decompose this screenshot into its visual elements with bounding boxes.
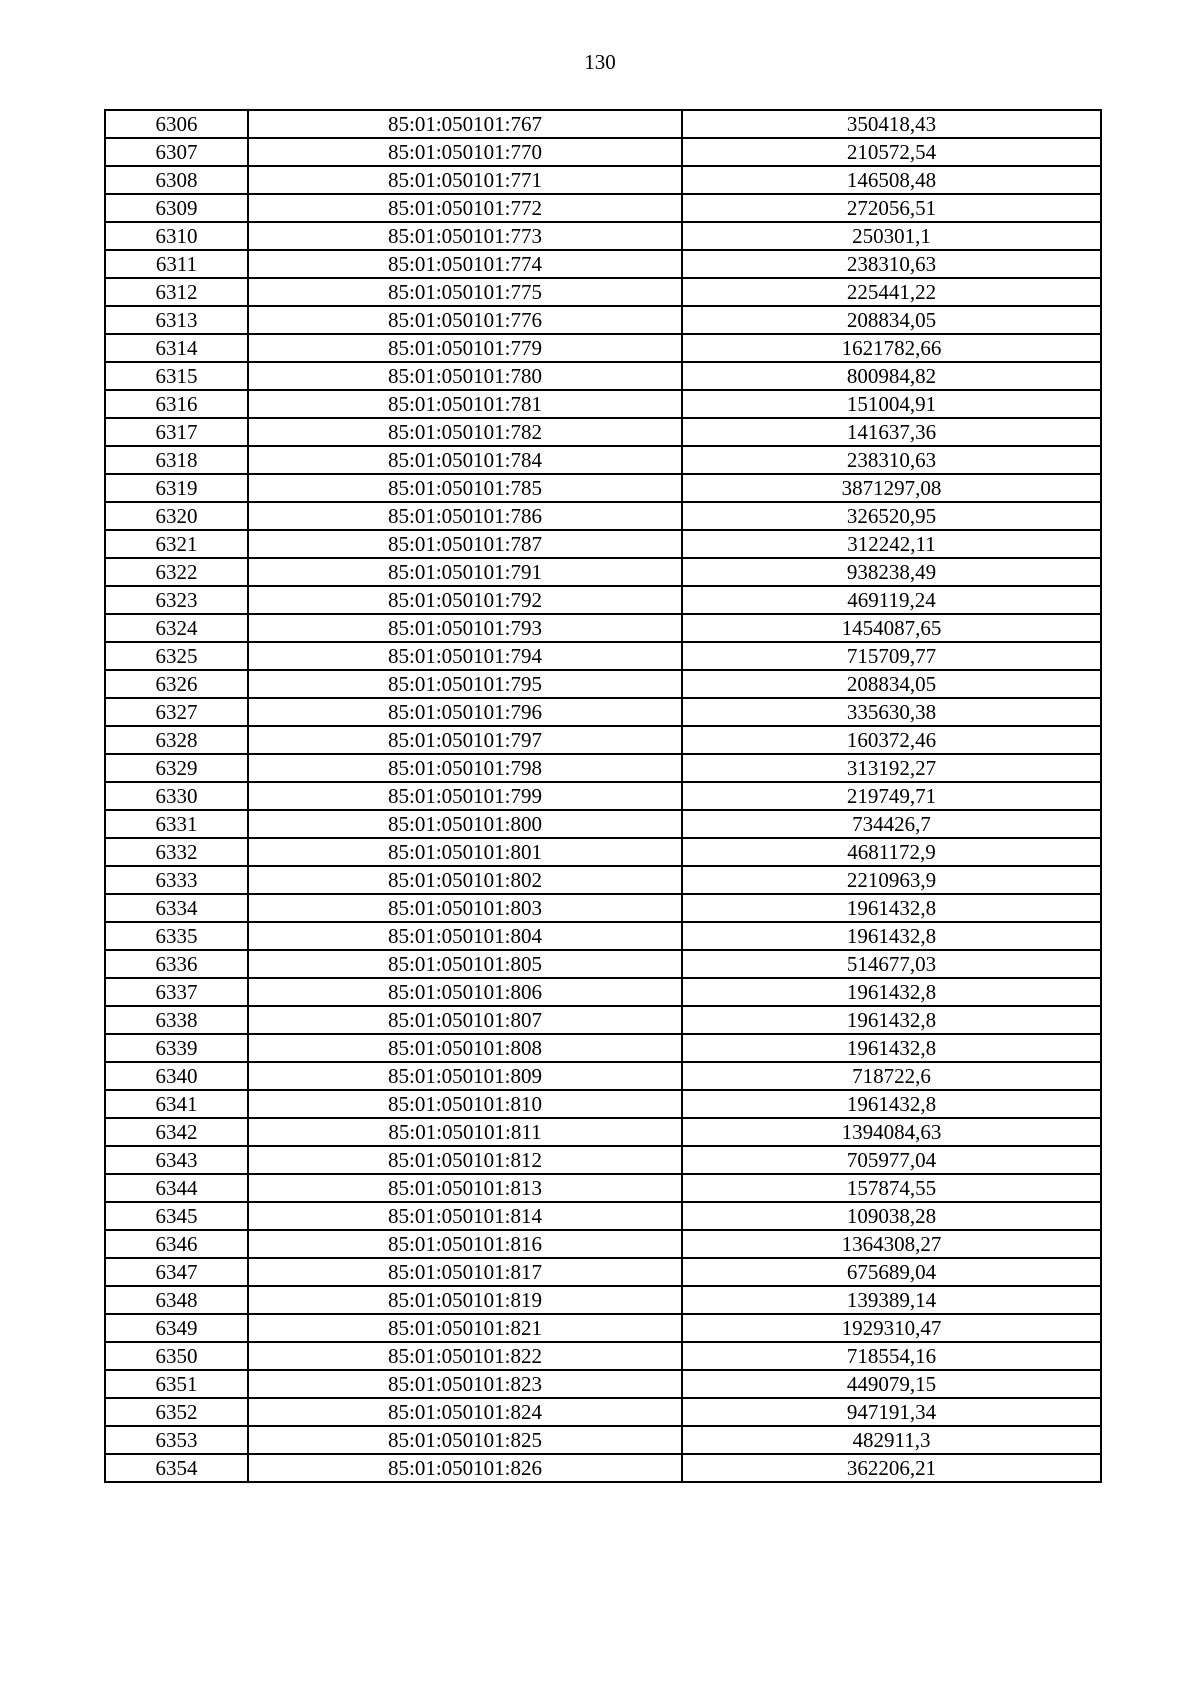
cadastral-number-cell: 85:01:050101:800 bbox=[248, 810, 682, 838]
table-row bbox=[105, 1342, 1101, 1370]
table-row bbox=[105, 1398, 1101, 1426]
row-number-cell: 6316 bbox=[105, 390, 248, 418]
table-row bbox=[105, 1258, 1101, 1286]
value-cell: 109038,28 bbox=[682, 1202, 1101, 1230]
row-number-cell: 6310 bbox=[105, 222, 248, 250]
table-row bbox=[105, 194, 1101, 222]
table-row bbox=[105, 1230, 1101, 1258]
row-number-cell: 6348 bbox=[105, 1286, 248, 1314]
table-row bbox=[105, 1090, 1101, 1118]
table-row bbox=[105, 1174, 1101, 1202]
row-number-cell: 6315 bbox=[105, 362, 248, 390]
table-row bbox=[105, 1426, 1101, 1454]
value-cell: 250301,1 bbox=[682, 222, 1101, 250]
cadastral-number-cell: 85:01:050101:812 bbox=[248, 1146, 682, 1174]
value-cell: 1394084,63 bbox=[682, 1118, 1101, 1146]
cadastral-table-container bbox=[104, 109, 1100, 1483]
table-row bbox=[105, 1314, 1101, 1342]
value-cell: 1961432,8 bbox=[682, 1034, 1101, 1062]
value-cell: 312242,11 bbox=[682, 530, 1101, 558]
row-number-cell: 6347 bbox=[105, 1258, 248, 1286]
value-cell: 362206,21 bbox=[682, 1454, 1101, 1482]
row-number-cell: 6343 bbox=[105, 1146, 248, 1174]
table-row bbox=[105, 1370, 1101, 1398]
value-cell: 469119,24 bbox=[682, 586, 1101, 614]
cadastral-number-cell: 85:01:050101:824 bbox=[248, 1398, 682, 1426]
row-number-cell: 6340 bbox=[105, 1062, 248, 1090]
table-row bbox=[105, 474, 1101, 502]
cadastral-number-cell: 85:01:050101:796 bbox=[248, 698, 682, 726]
row-number-cell: 6334 bbox=[105, 894, 248, 922]
row-number-cell: 6331 bbox=[105, 810, 248, 838]
row-number-cell: 6332 bbox=[105, 838, 248, 866]
value-cell: 1961432,8 bbox=[682, 922, 1101, 950]
value-cell: 208834,05 bbox=[682, 306, 1101, 334]
value-cell: 938238,49 bbox=[682, 558, 1101, 586]
table-row bbox=[105, 894, 1101, 922]
cadastral-number-cell: 85:01:050101:802 bbox=[248, 866, 682, 894]
table-row bbox=[105, 586, 1101, 614]
value-cell: 675689,04 bbox=[682, 1258, 1101, 1286]
cadastral-number-cell: 85:01:050101:771 bbox=[248, 166, 682, 194]
value-cell: 1961432,8 bbox=[682, 1090, 1101, 1118]
cadastral-number-cell: 85:01:050101:798 bbox=[248, 754, 682, 782]
value-cell: 514677,03 bbox=[682, 950, 1101, 978]
table-row bbox=[105, 978, 1101, 1006]
row-number-cell: 6313 bbox=[105, 306, 248, 334]
value-cell: 1961432,8 bbox=[682, 1006, 1101, 1034]
page-number: 130 bbox=[584, 50, 616, 74]
value-cell: 157874,55 bbox=[682, 1174, 1101, 1202]
value-cell: 449079,15 bbox=[682, 1370, 1101, 1398]
table-row bbox=[105, 1286, 1101, 1314]
value-cell: 272056,51 bbox=[682, 194, 1101, 222]
value-cell: 335630,38 bbox=[682, 698, 1101, 726]
row-number-cell: 6349 bbox=[105, 1314, 248, 1342]
row-number-cell: 6329 bbox=[105, 754, 248, 782]
table-row bbox=[105, 446, 1101, 474]
cadastral-number-cell: 85:01:050101:782 bbox=[248, 418, 682, 446]
cadastral-number-cell: 85:01:050101:809 bbox=[248, 1062, 682, 1090]
table-row bbox=[105, 1202, 1101, 1230]
cadastral-number-cell: 85:01:050101:799 bbox=[248, 782, 682, 810]
cadastral-number-cell: 85:01:050101:807 bbox=[248, 1006, 682, 1034]
cadastral-table bbox=[104, 109, 1102, 1483]
cadastral-number-cell: 85:01:050101:776 bbox=[248, 306, 682, 334]
table-row bbox=[105, 670, 1101, 698]
table-row bbox=[105, 642, 1101, 670]
cadastral-number-cell: 85:01:050101:811 bbox=[248, 1118, 682, 1146]
table-body bbox=[105, 110, 1101, 1482]
row-number-cell: 6311 bbox=[105, 250, 248, 278]
row-number-cell: 6324 bbox=[105, 614, 248, 642]
value-cell: 718554,16 bbox=[682, 1342, 1101, 1370]
row-number-cell: 6333 bbox=[105, 866, 248, 894]
table-row bbox=[105, 726, 1101, 754]
cadastral-number-cell: 85:01:050101:821 bbox=[248, 1314, 682, 1342]
value-cell: 1929310,47 bbox=[682, 1314, 1101, 1342]
value-cell: 350418,43 bbox=[682, 110, 1101, 138]
value-cell: 1961432,8 bbox=[682, 894, 1101, 922]
row-number-cell: 6314 bbox=[105, 334, 248, 362]
cadastral-number-cell: 85:01:050101:801 bbox=[248, 838, 682, 866]
value-cell: 482911,3 bbox=[682, 1426, 1101, 1454]
table-row bbox=[105, 810, 1101, 838]
row-number-cell: 6321 bbox=[105, 530, 248, 558]
table-row bbox=[105, 754, 1101, 782]
table-row bbox=[105, 614, 1101, 642]
value-cell: 2210963,9 bbox=[682, 866, 1101, 894]
cadastral-number-cell: 85:01:050101:781 bbox=[248, 390, 682, 418]
row-number-cell: 6346 bbox=[105, 1230, 248, 1258]
cadastral-number-cell: 85:01:050101:791 bbox=[248, 558, 682, 586]
value-cell: 139389,14 bbox=[682, 1286, 1101, 1314]
value-cell: 718722,6 bbox=[682, 1062, 1101, 1090]
table-row bbox=[105, 922, 1101, 950]
row-number-cell: 6320 bbox=[105, 502, 248, 530]
row-number-cell: 6323 bbox=[105, 586, 248, 614]
cadastral-number-cell: 85:01:050101:792 bbox=[248, 586, 682, 614]
row-number-cell: 6335 bbox=[105, 922, 248, 950]
row-number-cell: 6341 bbox=[105, 1090, 248, 1118]
cadastral-number-cell: 85:01:050101:779 bbox=[248, 334, 682, 362]
cadastral-number-cell: 85:01:050101:793 bbox=[248, 614, 682, 642]
row-number-cell: 6328 bbox=[105, 726, 248, 754]
row-number-cell: 6306 bbox=[105, 110, 248, 138]
value-cell: 715709,77 bbox=[682, 642, 1101, 670]
cadastral-number-cell: 85:01:050101:825 bbox=[248, 1426, 682, 1454]
row-number-cell: 6322 bbox=[105, 558, 248, 586]
row-number-cell: 6309 bbox=[105, 194, 248, 222]
table-row bbox=[105, 950, 1101, 978]
table-row bbox=[105, 1146, 1101, 1174]
cadastral-number-cell: 85:01:050101:822 bbox=[248, 1342, 682, 1370]
value-cell: 705977,04 bbox=[682, 1146, 1101, 1174]
table-row bbox=[105, 334, 1101, 362]
value-cell: 225441,22 bbox=[682, 278, 1101, 306]
cadastral-number-cell: 85:01:050101:773 bbox=[248, 222, 682, 250]
cadastral-number-cell: 85:01:050101:803 bbox=[248, 894, 682, 922]
row-number-cell: 6345 bbox=[105, 1202, 248, 1230]
cadastral-number-cell: 85:01:050101:772 bbox=[248, 194, 682, 222]
cadastral-number-cell: 85:01:050101:767 bbox=[248, 110, 682, 138]
value-cell: 160372,46 bbox=[682, 726, 1101, 754]
cadastral-number-cell: 85:01:050101:814 bbox=[248, 1202, 682, 1230]
table-row bbox=[105, 698, 1101, 726]
table-row bbox=[105, 250, 1101, 278]
cadastral-number-cell: 85:01:050101:817 bbox=[248, 1258, 682, 1286]
row-number-cell: 6325 bbox=[105, 642, 248, 670]
row-number-cell: 6336 bbox=[105, 950, 248, 978]
table-row bbox=[105, 1006, 1101, 1034]
table-row bbox=[105, 1034, 1101, 1062]
cadastral-number-cell: 85:01:050101:787 bbox=[248, 530, 682, 558]
row-number-cell: 6353 bbox=[105, 1426, 248, 1454]
cadastral-number-cell: 85:01:050101:794 bbox=[248, 642, 682, 670]
cadastral-number-cell: 85:01:050101:806 bbox=[248, 978, 682, 1006]
row-number-cell: 6308 bbox=[105, 166, 248, 194]
table-row bbox=[105, 166, 1101, 194]
value-cell: 3871297,08 bbox=[682, 474, 1101, 502]
cadastral-number-cell: 85:01:050101:775 bbox=[248, 278, 682, 306]
row-number-cell: 6352 bbox=[105, 1398, 248, 1426]
cadastral-number-cell: 85:01:050101:823 bbox=[248, 1370, 682, 1398]
row-number-cell: 6337 bbox=[105, 978, 248, 1006]
row-number-cell: 6350 bbox=[105, 1342, 248, 1370]
cadastral-number-cell: 85:01:050101:819 bbox=[248, 1286, 682, 1314]
row-number-cell: 6330 bbox=[105, 782, 248, 810]
row-number-cell: 6319 bbox=[105, 474, 248, 502]
cadastral-number-cell: 85:01:050101:797 bbox=[248, 726, 682, 754]
cadastral-number-cell: 85:01:050101:808 bbox=[248, 1034, 682, 1062]
row-number-cell: 6326 bbox=[105, 670, 248, 698]
table-row bbox=[105, 1454, 1101, 1482]
value-cell: 151004,91 bbox=[682, 390, 1101, 418]
table-row bbox=[105, 110, 1101, 138]
value-cell: 141637,36 bbox=[682, 418, 1101, 446]
cadastral-number-cell: 85:01:050101:770 bbox=[248, 138, 682, 166]
value-cell: 326520,95 bbox=[682, 502, 1101, 530]
table-row bbox=[105, 362, 1101, 390]
table-row bbox=[105, 418, 1101, 446]
table-row bbox=[105, 558, 1101, 586]
row-number-cell: 6342 bbox=[105, 1118, 248, 1146]
table-row bbox=[105, 838, 1101, 866]
table-row bbox=[105, 278, 1101, 306]
table-row bbox=[105, 306, 1101, 334]
value-cell: 1364308,27 bbox=[682, 1230, 1101, 1258]
cadastral-number-cell: 85:01:050101:785 bbox=[248, 474, 682, 502]
cadastral-number-cell: 85:01:050101:780 bbox=[248, 362, 682, 390]
table-row bbox=[105, 866, 1101, 894]
value-cell: 210572,54 bbox=[682, 138, 1101, 166]
cadastral-number-cell: 85:01:050101:816 bbox=[248, 1230, 682, 1258]
cadastral-number-cell: 85:01:050101:795 bbox=[248, 670, 682, 698]
row-number-cell: 6327 bbox=[105, 698, 248, 726]
value-cell: 313192,27 bbox=[682, 754, 1101, 782]
value-cell: 4681172,9 bbox=[682, 838, 1101, 866]
value-cell: 1621782,66 bbox=[682, 334, 1101, 362]
table-row bbox=[105, 782, 1101, 810]
value-cell: 1454087,65 bbox=[682, 614, 1101, 642]
table-row bbox=[105, 222, 1101, 250]
value-cell: 208834,05 bbox=[682, 670, 1101, 698]
cadastral-number-cell: 85:01:050101:786 bbox=[248, 502, 682, 530]
row-number-cell: 6317 bbox=[105, 418, 248, 446]
cadastral-number-cell: 85:01:050101:805 bbox=[248, 950, 682, 978]
cadastral-number-cell: 85:01:050101:774 bbox=[248, 250, 682, 278]
row-number-cell: 6307 bbox=[105, 138, 248, 166]
cadastral-number-cell: 85:01:050101:804 bbox=[248, 922, 682, 950]
cadastral-number-cell: 85:01:050101:813 bbox=[248, 1174, 682, 1202]
row-number-cell: 6312 bbox=[105, 278, 248, 306]
cadastral-number-cell: 85:01:050101:810 bbox=[248, 1090, 682, 1118]
table-row bbox=[105, 390, 1101, 418]
row-number-cell: 6344 bbox=[105, 1174, 248, 1202]
value-cell: 146508,48 bbox=[682, 166, 1101, 194]
row-number-cell: 6338 bbox=[105, 1006, 248, 1034]
row-number-cell: 6339 bbox=[105, 1034, 248, 1062]
cadastral-number-cell: 85:01:050101:826 bbox=[248, 1454, 682, 1482]
table-row bbox=[105, 502, 1101, 530]
table-row bbox=[105, 138, 1101, 166]
value-cell: 238310,63 bbox=[682, 250, 1101, 278]
value-cell: 734426,7 bbox=[682, 810, 1101, 838]
cadastral-number-cell: 85:01:050101:784 bbox=[248, 446, 682, 474]
row-number-cell: 6354 bbox=[105, 1454, 248, 1482]
table-row bbox=[105, 1118, 1101, 1146]
value-cell: 238310,63 bbox=[682, 446, 1101, 474]
value-cell: 947191,34 bbox=[682, 1398, 1101, 1426]
row-number-cell: 6351 bbox=[105, 1370, 248, 1398]
table-row bbox=[105, 530, 1101, 558]
table-row bbox=[105, 1062, 1101, 1090]
value-cell: 1961432,8 bbox=[682, 978, 1101, 1006]
row-number-cell: 6318 bbox=[105, 446, 248, 474]
value-cell: 800984,82 bbox=[682, 362, 1101, 390]
value-cell: 219749,71 bbox=[682, 782, 1101, 810]
